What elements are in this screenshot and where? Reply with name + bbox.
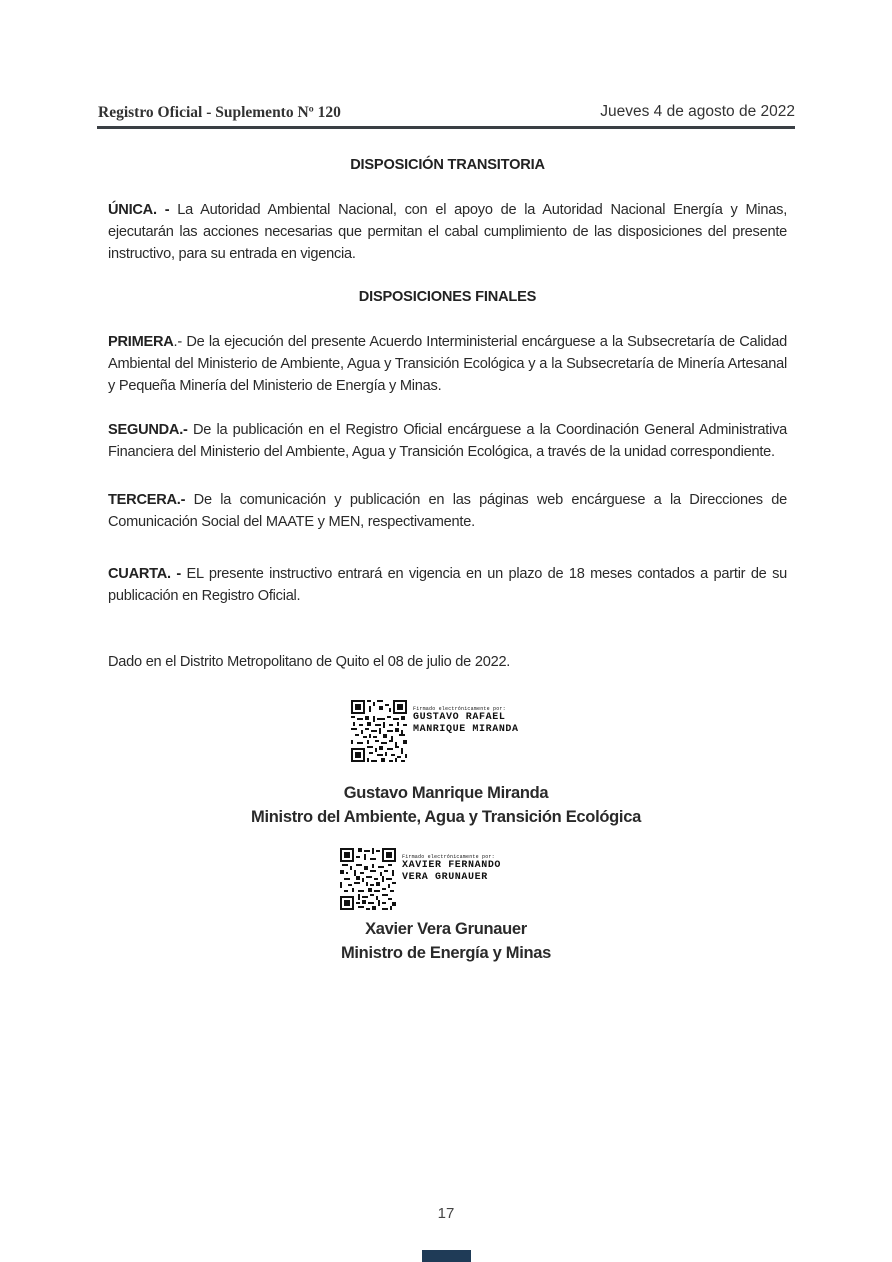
signature-name-line1: GUSTAVO RAFAEL xyxy=(413,712,506,723)
signature-stamp-text xyxy=(402,854,501,884)
qr-code-icon xyxy=(351,700,407,762)
signature-name-line2: MANRIQUE MIRANDA xyxy=(413,724,519,735)
signature-name-line1: XAVIER FERNANDO xyxy=(402,860,502,871)
paragraph-label: CUARTA. - xyxy=(108,566,181,582)
paragraph-text: .- De la ejecución del presente Acuerdo Interministerial encárguese a la Subsecretaría de Calidad Ambiental del Ministerio de Ambiente, Agua y Transición Ecológica y a la Subsecretaría de Minería Artesanal y Pequeña Minería del Ministerio de Energía y Minas. xyxy=(108,334,787,394)
closing-statement: Dado en el Distrito Metropolitano de Quito el 08 de julio de 2022. xyxy=(108,654,511,670)
page-number: 17 xyxy=(437,1205,455,1222)
paragraph-text: La Autoridad Ambiental Nacional, con el apoyo de la Autoridad Nacional Energía y Minas, ejecutarán las acciones necesarias que permitan el cabal cumplimiento de las disposiciones del presente instructivo, para su entrada en vigencia. xyxy=(108,202,787,262)
signer-role-2: Ministro de Energía y Minas xyxy=(340,944,552,962)
paragraph-label: SEGUNDA.- xyxy=(108,422,188,438)
signature-name-line2: VERA GRUNAUER xyxy=(402,872,488,883)
paragraph-label: PRIMERA xyxy=(108,334,174,350)
qr-code-icon xyxy=(340,848,396,910)
paragraph-text: EL presente instructivo entrará en vigencia en un plazo de 18 meses contados a partir de su publicación en Registro Oficial. xyxy=(108,566,787,604)
section-title-transitoria: DISPOSICIÓN TRANSITORIA xyxy=(350,157,545,173)
paragraph-unica xyxy=(108,199,787,265)
paragraph-text: De la publicación en el Registro Oficial encárguese a la Coordinación General Administrativa Financiera del Ministerio del Ambiente, Agua y Transición Ecológica, a través de la unidad correspondiente. xyxy=(108,422,787,460)
paragraph-text: De la comunicación y publicación en las páginas web encárguese a la Direcciones de Comunicación Social del MAATE y MEN, respectivamente. xyxy=(108,492,787,530)
electronic-signature-1 xyxy=(351,700,519,762)
paragraph-label: TERCERA.- xyxy=(108,492,186,508)
paragraph-label: ÚNICA. - xyxy=(108,202,170,218)
paragraph-cuarta xyxy=(108,563,787,607)
publication-title: Registro Oficial - Suplemento Nº 120 xyxy=(98,104,341,121)
paragraph-primera xyxy=(108,331,787,397)
signature-stamp-text xyxy=(413,706,519,736)
footer-accent-bar xyxy=(422,1250,471,1262)
publication-date: Jueves 4 de agosto de 2022 xyxy=(600,103,795,120)
signer-name-1: Gustavo Manrique Miranda xyxy=(343,784,549,802)
signature-caption: Firmado electrónicamente por: xyxy=(402,854,495,860)
signer-role-1: Ministro del Ambiente, Agua y Transición Ecológica xyxy=(251,808,641,826)
paragraph-segunda xyxy=(108,419,787,463)
paragraph-tercera xyxy=(108,489,787,533)
header-divider xyxy=(97,126,795,129)
section-title-finales: DISPOSICIONES FINALES xyxy=(358,289,537,305)
signature-caption: Firmado electrónicamente por: xyxy=(413,706,506,712)
signer-name-2: Xavier Vera Grunauer xyxy=(365,920,527,938)
electronic-signature-2 xyxy=(340,848,501,910)
